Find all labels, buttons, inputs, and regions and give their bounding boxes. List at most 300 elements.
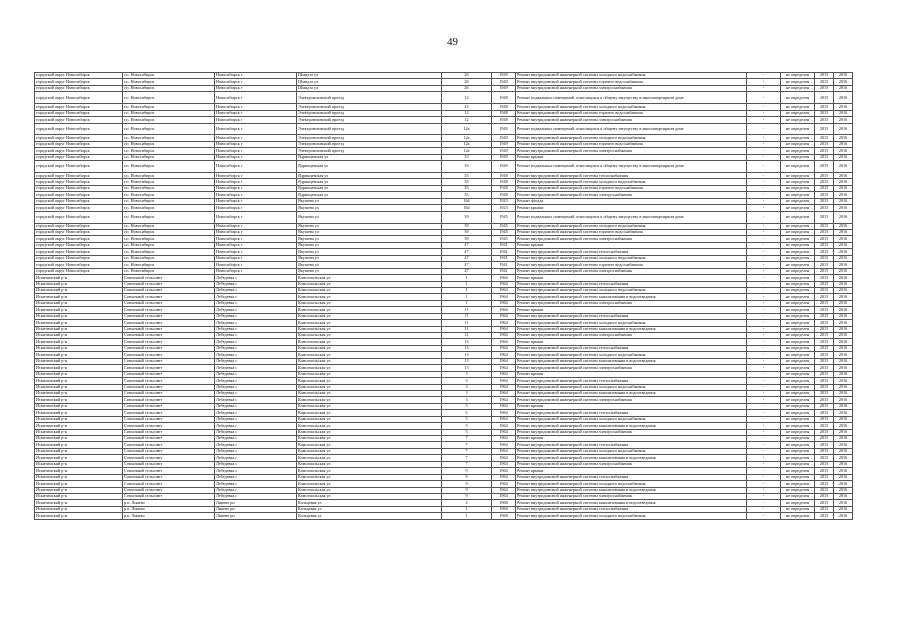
- cell-house-number: 12а: [442, 135, 492, 141]
- cell-build-year: 1948: [492, 104, 516, 110]
- cell-cost: -: [747, 148, 781, 154]
- cell-municipal-district: Искитимский р-н: [35, 493, 123, 499]
- cell-cost: -: [747, 73, 781, 79]
- cell-completion-term: не определен: [781, 117, 815, 123]
- cell-completion-term: не определен: [781, 161, 815, 173]
- cell-house-number: 11: [442, 313, 492, 319]
- cell-cost: -: [747, 185, 781, 191]
- cell-house-number: 1: [442, 281, 492, 287]
- cell-cost: -: [747, 249, 781, 255]
- cell-house-number: 7: [442, 442, 492, 448]
- cell-street: Электровозовский проезд: [297, 92, 442, 104]
- cell-municipal-district: Искитимский р-н: [35, 410, 123, 416]
- cell-municipal-district: городской округ Новосибирск: [35, 104, 123, 110]
- cell-locality: Лебедевка с: [215, 436, 297, 442]
- cell-completion-term: не определен: [781, 294, 815, 300]
- cell-locality: Новосибирск г: [215, 236, 297, 242]
- cell-completion-term: не определен: [781, 506, 815, 512]
- cell-settlement: г.п. Новосибирск: [123, 117, 215, 123]
- cell-work-type: Ремонт крыши: [516, 339, 747, 345]
- cell-build-year: 1964: [492, 429, 516, 435]
- cell-house-number: 26: [442, 79, 492, 85]
- cell-work-type: Ремонт внутридомовой инженерной системы теплоснабжения: [516, 410, 747, 416]
- cell-cost: -: [747, 448, 781, 454]
- cell-end-year: 2016: [834, 481, 853, 487]
- cell-locality: Новосибирск г: [215, 205, 297, 211]
- cell-work-type: Ремонт крыши: [516, 436, 747, 442]
- cell-street: Комсомольская ул: [297, 416, 442, 422]
- cell-end-year: 2016: [834, 205, 853, 211]
- cell-settlement: Совхозный сельсовет: [123, 358, 215, 364]
- cell-municipal-district: Искитимский р-н: [35, 378, 123, 384]
- cell-end-year: 2016: [834, 468, 853, 474]
- cell-start-year: 2015: [815, 141, 834, 147]
- cell-work-type: Ремонт внутридомовой инженерной системы электроснабжения: [516, 333, 747, 339]
- cell-build-year: 1948: [492, 173, 516, 179]
- cell-locality: Новосибирск г: [215, 85, 297, 91]
- cell-start-year: 2015: [815, 442, 834, 448]
- cell-locality: Лебедевка с: [215, 326, 297, 332]
- cell-locality: Новосибирск г: [215, 141, 297, 147]
- cell-locality: Лебедевка с: [215, 287, 297, 293]
- cell-settlement: г.п. Новосибирск: [123, 79, 215, 85]
- cell-work-type: Ремонт внутридомовой инженерной системы канализования и водоотведения: [516, 455, 747, 461]
- cell-street: Электровозовский проезд: [297, 110, 442, 116]
- cell-end-year: 2016: [834, 416, 853, 422]
- cell-municipal-district: городской округ Новосибирск: [35, 236, 123, 242]
- cell-settlement: Совхозный сельсовет: [123, 384, 215, 390]
- cell-cost: -: [747, 255, 781, 261]
- cell-start-year: 2015: [815, 148, 834, 154]
- cell-build-year: 1964: [492, 423, 516, 429]
- cell-completion-term: не определен: [781, 268, 815, 274]
- cell-municipal-district: городской округ Новосибирск: [35, 223, 123, 229]
- cell-end-year: 2016: [834, 198, 853, 204]
- cell-street: Шмидта ул: [297, 73, 442, 79]
- cell-house-number: 26: [442, 73, 492, 79]
- cell-municipal-district: Искитимский р-н: [35, 390, 123, 396]
- cell-settlement: г.п. Новосибирск: [123, 185, 215, 191]
- cell-settlement: Совхозный сельсовет: [123, 320, 215, 326]
- cell-completion-term: не определен: [781, 179, 815, 185]
- cell-municipal-district: Искитимский р-н: [35, 506, 123, 512]
- cell-completion-term: не определен: [781, 242, 815, 248]
- cell-house-number: 13: [442, 339, 492, 345]
- cell-locality: Новосибирск г: [215, 154, 297, 160]
- cell-house-number: 7: [442, 461, 492, 467]
- table-row: [35, 513, 853, 519]
- cell-municipal-district: Искитимский р-н: [35, 358, 123, 364]
- cell-end-year: 2016: [834, 339, 853, 345]
- cell-settlement: Совхозный сельсовет: [123, 294, 215, 300]
- cell-end-year: 2016: [834, 104, 853, 110]
- cell-cost: -: [747, 242, 781, 248]
- cell-house-number: 164: [442, 205, 492, 211]
- cell-settlement: Совхозный сельсовет: [123, 287, 215, 293]
- cell-municipal-district: Искитимский р-н: [35, 468, 123, 474]
- cell-locality: Лебедевка с: [215, 461, 297, 467]
- cell-start-year: 2015: [815, 455, 834, 461]
- cell-house-number: 5: [442, 403, 492, 409]
- cell-street: Комсомольская ул: [297, 371, 442, 377]
- cell-street: Комсомольская ул: [297, 345, 442, 351]
- cell-work-type: Ремонт фасада: [516, 198, 747, 204]
- cell-build-year: 1945: [492, 211, 516, 223]
- cell-cost: -: [747, 339, 781, 345]
- cell-settlement: г.п. Новосибирск: [123, 85, 215, 91]
- cell-start-year: 2015: [815, 461, 834, 467]
- cell-work-type: Ремонт внутридомовой инженерной системы холодного водоснабжения: [516, 416, 747, 422]
- cell-end-year: 2016: [834, 423, 853, 429]
- cell-end-year: 2016: [834, 429, 853, 435]
- cell-end-year: 2016: [834, 436, 853, 442]
- cell-settlement: Совхозный сельсовет: [123, 429, 215, 435]
- cell-end-year: 2016: [834, 326, 853, 332]
- cell-completion-term: не определен: [781, 410, 815, 416]
- cell-work-type: Ремонт внутридомовой инженерной системы холодного водоснабжения: [516, 384, 747, 390]
- cell-locality: Новосибирск г: [215, 198, 297, 204]
- cell-locality: Лебедевка с: [215, 397, 297, 403]
- cell-street: Комсомольская ул: [297, 365, 442, 371]
- cell-build-year: 1964: [492, 358, 516, 364]
- cell-municipal-district: городской округ Новосибирск: [35, 117, 123, 123]
- cell-cost: -: [747, 205, 781, 211]
- cell-completion-term: не определен: [781, 416, 815, 422]
- cell-municipal-district: Искитимский р-н: [35, 320, 123, 326]
- cell-start-year: 2015: [815, 481, 834, 487]
- cell-completion-term: не определен: [781, 236, 815, 242]
- cell-house-number: 3: [442, 378, 492, 384]
- cell-completion-term: не определен: [781, 275, 815, 281]
- cell-locality: Лебедевка с: [215, 352, 297, 358]
- cell-completion-term: не определен: [781, 313, 815, 319]
- cell-street: Комсомольская ул: [297, 326, 442, 332]
- cell-settlement: Совхозный сельсовет: [123, 390, 215, 396]
- cell-cost: -: [747, 371, 781, 377]
- cell-settlement: г.п. Новосибирск: [123, 223, 215, 229]
- cell-street: Кольцевая ул: [297, 500, 442, 506]
- cell-settlement: Совхозный сельсовет: [123, 345, 215, 351]
- cell-street: Кольцевая ул: [297, 506, 442, 512]
- cell-street: Комсомольская ул: [297, 275, 442, 281]
- cell-completion-term: не определен: [781, 249, 815, 255]
- cell-start-year: 2015: [815, 416, 834, 422]
- cell-house-number: 12а: [442, 148, 492, 154]
- cell-start-year: 2015: [815, 339, 834, 345]
- cell-street: Якушева ул: [297, 236, 442, 242]
- table-row: [35, 161, 853, 173]
- cell-settlement: г.п. Новосибирск: [123, 211, 215, 223]
- cell-settlement: Совхозный сельсовет: [123, 365, 215, 371]
- cell-municipal-district: городской округ Новосибирск: [35, 262, 123, 268]
- cell-house-number: 7: [442, 436, 492, 442]
- cell-house-number: 13: [442, 358, 492, 364]
- cell-work-type: Ремонт внутридомовой инженерной системы теплоснабжения: [516, 474, 747, 480]
- cell-house-number: 33: [442, 161, 492, 173]
- cell-cost: -: [747, 230, 781, 236]
- cell-municipal-district: Искитимский р-н: [35, 416, 123, 422]
- cell-work-type: Ремонт внутридомовой инженерной системы холодного водоснабжения: [516, 481, 747, 487]
- cell-cost: -: [747, 262, 781, 268]
- cell-end-year: 2016: [834, 117, 853, 123]
- cell-municipal-district: Искитимский р-н: [35, 313, 123, 319]
- cell-end-year: 2016: [834, 249, 853, 255]
- cell-start-year: 2015: [815, 333, 834, 339]
- cell-end-year: 2016: [834, 448, 853, 454]
- cell-house-number: 3: [442, 397, 492, 403]
- cell-house-number: 7: [442, 448, 492, 454]
- cell-locality: Новосибирск г: [215, 262, 297, 268]
- cell-house-number: 1: [442, 513, 492, 519]
- cell-municipal-district: городской округ Новосибирск: [35, 249, 123, 255]
- cell-cost: -: [747, 513, 781, 519]
- cell-municipal-district: Искитимский р-н: [35, 345, 123, 351]
- cell-house-number: 5: [442, 416, 492, 422]
- cell-municipal-district: городской округ Новосибирск: [35, 79, 123, 85]
- cell-settlement: Совхозный сельсовет: [123, 416, 215, 422]
- cell-end-year: 2016: [834, 230, 853, 236]
- cell-settlement: г.п. Новосибирск: [123, 110, 215, 116]
- cell-locality: Лебедевка с: [215, 390, 297, 396]
- cell-house-number: 39: [442, 211, 492, 223]
- cell-work-type: Ремонт внутридомовой инженерной системы канализования и водоотведения: [516, 358, 747, 364]
- cell-cost: -: [747, 117, 781, 123]
- cell-completion-term: не определен: [781, 474, 815, 480]
- cell-start-year: 2015: [815, 313, 834, 319]
- cell-build-year: 1964: [492, 436, 516, 442]
- cell-end-year: 2016: [834, 110, 853, 116]
- cell-work-type: Ремонт внутридомовой инженерной системы канализования и водоотведения: [516, 294, 747, 300]
- cell-work-type: Ремонт внутридомовой инженерной системы электроснабжения: [516, 85, 747, 91]
- cell-house-number: 1: [442, 275, 492, 281]
- cell-house-number: 3: [442, 390, 492, 396]
- cell-street: Якушева ул: [297, 223, 442, 229]
- cell-locality: Новосибирск г: [215, 104, 297, 110]
- cell-settlement: г.п. Новосибирск: [123, 236, 215, 242]
- cell-work-type: Ремонт внутридомовой инженерной системы канализования и водоотведения: [516, 500, 747, 506]
- cell-municipal-district: Искитимский р-н: [35, 442, 123, 448]
- cell-locality: Лебедевка с: [215, 320, 297, 326]
- cell-completion-term: не определен: [781, 423, 815, 429]
- cell-house-number: 12: [442, 92, 492, 104]
- cell-locality: Лебедевка с: [215, 300, 297, 306]
- cell-build-year: 1949: [492, 79, 516, 85]
- cell-settlement: г.п. Новосибирск: [123, 205, 215, 211]
- cell-settlement: Совхозный сельсовет: [123, 493, 215, 499]
- cell-end-year: 2016: [834, 236, 853, 242]
- cell-settlement: Совхозный сельсовет: [123, 339, 215, 345]
- cell-locality: Лебедевка с: [215, 281, 297, 287]
- cell-completion-term: не определен: [781, 110, 815, 116]
- cell-start-year: 2015: [815, 192, 834, 198]
- cell-street: Якушева ул: [297, 268, 442, 274]
- cell-end-year: 2016: [834, 173, 853, 179]
- cell-street: Электровозовский проезд: [297, 104, 442, 110]
- cell-house-number: 9: [442, 468, 492, 474]
- cell-work-type: Ремонт внутридомовой инженерной системы холодного водоснабжения: [516, 352, 747, 358]
- cell-end-year: 2016: [834, 474, 853, 480]
- cell-street: Ядринцевская ул: [297, 154, 442, 160]
- cell-start-year: 2015: [815, 423, 834, 429]
- cell-house-number: 47: [442, 255, 492, 261]
- cell-locality: Новосибирск г: [215, 173, 297, 179]
- cell-build-year: 1945: [492, 236, 516, 242]
- cell-start-year: 2015: [815, 403, 834, 409]
- cell-cost: -: [747, 154, 781, 160]
- cell-street: Комсомольская ул: [297, 487, 442, 493]
- cell-house-number: 1: [442, 287, 492, 293]
- cell-completion-term: не определен: [781, 211, 815, 223]
- cell-end-year: 2016: [834, 154, 853, 160]
- cell-end-year: 2016: [834, 300, 853, 306]
- cell-cost: -: [747, 390, 781, 396]
- cell-settlement: Совхозный сельсовет: [123, 481, 215, 487]
- cell-build-year: 1964: [492, 410, 516, 416]
- cell-end-year: 2016: [834, 390, 853, 396]
- cell-house-number: 26: [442, 85, 492, 91]
- cell-house-number: 11: [442, 333, 492, 339]
- cell-street: Шмидта ул: [297, 85, 442, 91]
- cell-street: Якушева ул: [297, 262, 442, 268]
- cell-start-year: 2015: [815, 205, 834, 211]
- cell-work-type: Ремонт крыши: [516, 154, 747, 160]
- cell-municipal-district: городской округ Новосибирск: [35, 148, 123, 154]
- cell-locality: Лебедевка с: [215, 442, 297, 448]
- cell-house-number: 1: [442, 300, 492, 306]
- cell-start-year: 2015: [815, 287, 834, 293]
- cell-work-type: Ремонт крыши: [516, 275, 747, 281]
- cell-work-type: Ремонт внутридомовой инженерной системы электроснабжения: [516, 117, 747, 123]
- cell-start-year: 2015: [815, 92, 834, 104]
- cell-end-year: 2016: [834, 85, 853, 91]
- cell-start-year: 2015: [815, 117, 834, 123]
- cell-start-year: 2015: [815, 179, 834, 185]
- cell-end-year: 2016: [834, 378, 853, 384]
- cell-end-year: 2016: [834, 371, 853, 377]
- cell-cost: -: [747, 487, 781, 493]
- cell-build-year: 1964: [492, 365, 516, 371]
- cell-build-year: 1964: [492, 416, 516, 422]
- cell-work-type: Ремонт внутридомовой инженерной системы теплоснабжения: [516, 378, 747, 384]
- cell-start-year: 2015: [815, 474, 834, 480]
- cell-start-year: 2015: [815, 506, 834, 512]
- cell-locality: Новосибирск г: [215, 223, 297, 229]
- cell-start-year: 2015: [815, 487, 834, 493]
- cell-street: Электровозовский проезд: [297, 141, 442, 147]
- cell-municipal-district: городской округ Новосибирск: [35, 179, 123, 185]
- cell-start-year: 2015: [815, 275, 834, 281]
- cell-street: Якушева ул: [297, 198, 442, 204]
- cell-house-number: 39: [442, 230, 492, 236]
- cell-start-year: 2015: [815, 73, 834, 79]
- cell-start-year: 2015: [815, 384, 834, 390]
- cell-work-type: Ремонт внутридомовой инженерной системы холодного водоснабжения: [516, 320, 747, 326]
- cell-house-number: 11: [442, 320, 492, 326]
- cell-locality: Лебедевка с: [215, 474, 297, 480]
- cell-settlement: Совхозный сельсовет: [123, 397, 215, 403]
- cell-build-year: 1964: [492, 281, 516, 287]
- cell-municipal-district: городской округ Новосибирск: [35, 85, 123, 91]
- cell-build-year: 1964: [492, 455, 516, 461]
- cell-cost: -: [747, 493, 781, 499]
- cell-start-year: 2015: [815, 300, 834, 306]
- cell-house-number: 47: [442, 268, 492, 274]
- cell-settlement: г.п. Новосибирск: [123, 179, 215, 185]
- cell-completion-term: не определен: [781, 198, 815, 204]
- cell-house-number: 9: [442, 474, 492, 480]
- cell-locality: Новосибирск г: [215, 192, 297, 198]
- cell-start-year: 2015: [815, 294, 834, 300]
- cell-house-number: 3: [442, 384, 492, 390]
- cell-settlement: Совхозный сельсовет: [123, 300, 215, 306]
- cell-settlement: г.п. Новосибирск: [123, 242, 215, 248]
- cell-municipal-district: Искитимский р-н: [35, 500, 123, 506]
- cell-cost: -: [747, 135, 781, 141]
- cell-cost: -: [747, 326, 781, 332]
- cell-municipal-district: Искитимский р-н: [35, 307, 123, 313]
- cell-work-type: Ремонт внутридомовой инженерной системы теплоснабжения: [516, 249, 747, 255]
- cell-completion-term: не определен: [781, 141, 815, 147]
- cell-house-number: 39: [442, 223, 492, 229]
- cell-completion-term: не определен: [781, 384, 815, 390]
- cell-cost: -: [747, 442, 781, 448]
- cell-work-type: Ремонт внутридомовой инженерной системы теплоснабжения: [516, 506, 747, 512]
- cell-start-year: 2015: [815, 345, 834, 351]
- cell-build-year: 1964: [492, 313, 516, 319]
- cell-locality: Лебедевка с: [215, 481, 297, 487]
- cell-build-year: 1964: [492, 403, 516, 409]
- cell-completion-term: не определен: [781, 262, 815, 268]
- cell-cost: -: [747, 423, 781, 429]
- cell-end-year: 2016: [834, 179, 853, 185]
- cell-start-year: 2015: [815, 262, 834, 268]
- cell-end-year: 2016: [834, 313, 853, 319]
- cell-start-year: 2015: [815, 448, 834, 454]
- cell-cost: -: [747, 436, 781, 442]
- cell-build-year: 1945: [492, 230, 516, 236]
- cell-completion-term: не определен: [781, 104, 815, 110]
- cell-street: Якушева ул: [297, 211, 442, 223]
- cell-work-type: Ремонт внутридомовой инженерной системы горячего водоснабжения: [516, 79, 747, 85]
- cell-locality: Лебедевка с: [215, 429, 297, 435]
- cell-municipal-district: Искитимский р-н: [35, 326, 123, 332]
- cell-street: Комсомольская ул: [297, 333, 442, 339]
- cell-start-year: 2015: [815, 513, 834, 519]
- cell-end-year: 2016: [834, 211, 853, 223]
- cell-completion-term: не определен: [781, 333, 815, 339]
- cell-work-type: Ремонт внутридомовой инженерной системы горячего водоснабжения: [516, 230, 747, 236]
- cell-locality: Новосибирск г: [215, 79, 297, 85]
- cell-street: Комсомольская ул: [297, 358, 442, 364]
- cell-start-year: 2015: [815, 320, 834, 326]
- cell-locality: Новосибирск г: [215, 148, 297, 154]
- cell-build-year: 1964: [492, 326, 516, 332]
- cell-build-year: 1949: [492, 85, 516, 91]
- cell-work-type: Ремонт внутридомовой инженерной системы электроснабжения: [516, 461, 747, 467]
- cell-settlement: Совхозный сельсовет: [123, 403, 215, 409]
- cell-settlement: Совхозный сельсовет: [123, 352, 215, 358]
- cell-work-type: Ремонт внутридомовой инженерной системы холодного водоснабжения: [516, 448, 747, 454]
- cell-municipal-district: Искитимский р-н: [35, 365, 123, 371]
- cell-locality: Новосибирск г: [215, 230, 297, 236]
- cell-work-type: Ремонт подвальных помещений, относящихся к общему имуществу в многоквартирном доме: [516, 161, 747, 173]
- cell-build-year: 1964: [492, 275, 516, 281]
- cell-cost: -: [747, 179, 781, 185]
- cell-start-year: 2015: [815, 223, 834, 229]
- cell-street: Якушева ул: [297, 255, 442, 261]
- cell-completion-term: не определен: [781, 85, 815, 91]
- cell-build-year: 1964: [492, 307, 516, 313]
